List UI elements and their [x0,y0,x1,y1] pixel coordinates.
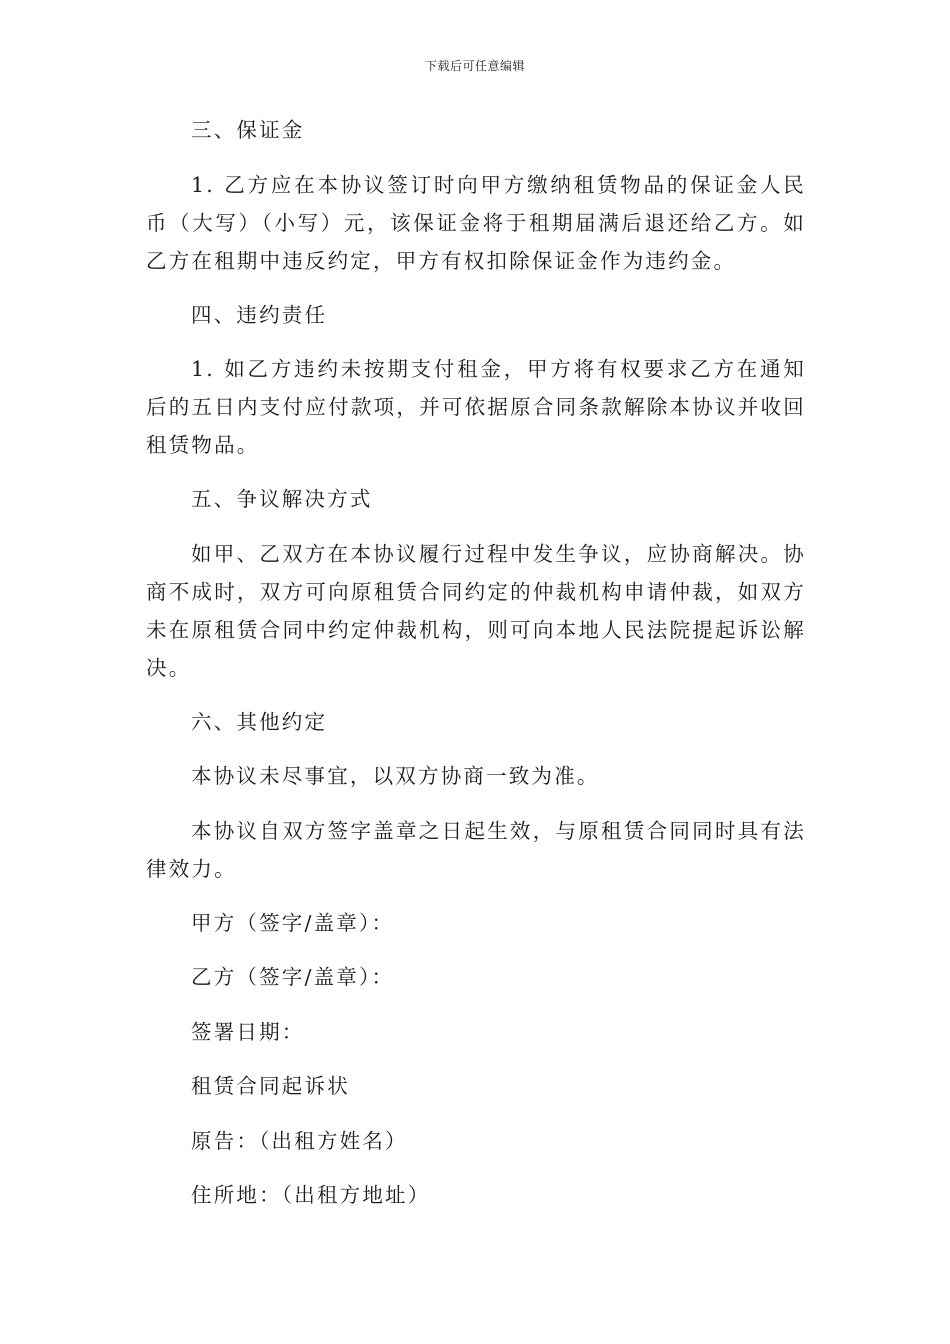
page-header: 下载后可任意编辑 [424,59,525,73]
paragraph-other-2: 本协议自双方签字盖章之日起生效，与原租赁合同同时具有法律效力。 [146,819,806,881]
complaint-address: 住所地：（出租方地址） [191,1183,431,1207]
complaint-title: 租赁合同起诉状 [191,1074,350,1098]
paragraph-dispute-1: 如甲、乙双方在本协议履行过程中发生争议，应协商解决。协商不成时，双方可向原租赁合同约定的仲裁机构申请仲裁，如双方未在原租赁合同中约定仲裁机构，则可向本地人民法院提起诉讼解决。 [146,542,806,680]
signature-party-b: 乙方（签字/盖章）： [191,965,395,989]
signature-party-a: 甲方（签字/盖章）： [191,911,395,935]
section-heading-deposit: 三、保证金 [191,118,305,142]
complaint-plaintiff: 原告：（出租方姓名） [191,1129,408,1153]
section-heading-dispute: 五、争议解决方式 [191,487,373,511]
section-heading-other: 六、其他约定 [191,710,328,734]
section-heading-breach: 四、违约责任 [191,303,328,327]
paragraph-breach-1: 1. 如乙方违约未按期支付租金，甲方将有权要求乙方在通知后的五日内支付应付款项，并可依据原合同条款解除本协议并收回租赁物品。 [146,357,806,457]
paragraph-deposit-1: 1. 乙方应在本协议签订时向甲方缴纳租赁物品的保证金人民币（大写）（小写）元，该保证金将于租期届满后退还给乙方。如乙方在租期中违反约定，甲方有权扣除保证金作为违约金。 [146,173,806,273]
signature-date: 签署日期： [191,1020,305,1044]
paragraph-other-1: 本协议未尽事宜，以双方协商一致为准。 [191,764,600,788]
